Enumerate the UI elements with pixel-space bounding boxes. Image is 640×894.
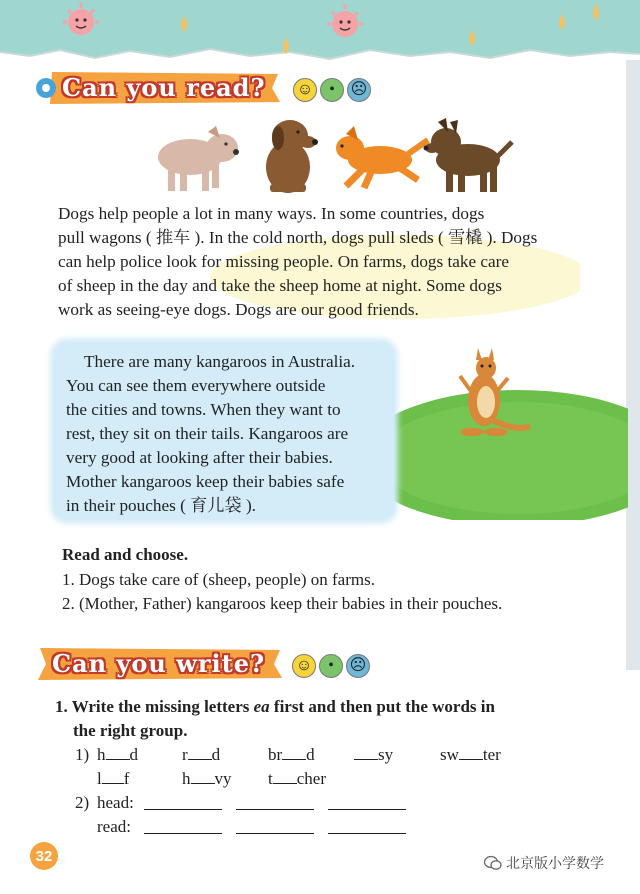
word-fill-item[interactable]: h vy xyxy=(182,769,232,788)
write-section-banner xyxy=(34,644,284,684)
instruction-emphasis: ea xyxy=(253,697,270,716)
page-number: 32 xyxy=(30,842,58,870)
answer-line[interactable] xyxy=(144,809,222,810)
kangaroo-illustration xyxy=(368,340,628,520)
write-instruction-cont: the right group. xyxy=(73,721,188,740)
choose-question-1[interactable]: 1. Dogs take care of (sheep, people) on farms. xyxy=(62,570,375,589)
happy-face-icon[interactable]: ☺ xyxy=(292,654,316,678)
answer-line[interactable] xyxy=(328,833,406,834)
text-line: in their pouches ( 育儿袋 ). xyxy=(66,496,256,515)
row-label: 2) xyxy=(75,793,90,812)
row-label: 1) xyxy=(75,745,90,764)
text-line: work as seeing-eye dogs. Dogs are our good friends. xyxy=(58,300,419,319)
page-edge-strip xyxy=(626,60,640,670)
write-heading: Can you write? xyxy=(52,649,266,678)
raindrop-icon xyxy=(178,16,190,32)
answer-line[interactable] xyxy=(144,833,222,834)
text-line: can help police look for missing people. On farms, dogs take care xyxy=(58,252,510,271)
kangaroo-paragraph xyxy=(66,350,388,518)
group-label-head: head: xyxy=(97,793,134,812)
sun-icon xyxy=(322,2,368,44)
rating-faces[interactable] xyxy=(292,654,370,678)
text-line: Mother kangaroos keep their babies safe xyxy=(66,472,345,491)
choose-question-2[interactable]: 2. (Mother, Father) kangaroos keep their babies in their pouches. xyxy=(62,594,503,613)
neutral-face-icon[interactable]: • xyxy=(319,654,343,678)
word-fill-item[interactable]: br d xyxy=(268,745,315,764)
answer-line[interactable] xyxy=(236,833,314,834)
raindrop-icon xyxy=(466,30,478,46)
watermark xyxy=(484,853,604,873)
answer-line[interactable] xyxy=(236,809,314,810)
text-line: Dogs help people a lot in many ways. In some countries, dogs xyxy=(58,204,485,223)
raindrop-icon xyxy=(590,4,602,20)
watermark-text: 北京版小学数学 xyxy=(506,856,604,872)
text-line: rest, they sit on their tails. Kangaroos are xyxy=(66,424,349,443)
dog-brown xyxy=(266,120,318,193)
sun-icon xyxy=(58,2,104,40)
word-fill-item[interactable]: r d xyxy=(182,745,221,764)
raindrop-icon xyxy=(556,14,568,30)
dogs-illustration xyxy=(150,112,520,200)
neutral-face-icon[interactable]: • xyxy=(320,78,344,102)
happy-face-icon[interactable]: ☺ xyxy=(293,78,317,102)
text-line: pull wagons ( 推车 ). In the cold north, dogs pull sleds ( 雪橇 ). Dogs xyxy=(58,228,538,247)
dogs-paragraph xyxy=(58,202,578,322)
answer-line[interactable] xyxy=(328,809,406,810)
read-heading: Can you read? xyxy=(62,73,266,102)
text-line: of sheep in the day and take the sheep home at night. Some dogs xyxy=(58,276,502,295)
wechat-icon xyxy=(484,855,502,871)
word-fill-item[interactable]: h d xyxy=(97,745,138,764)
text-line: very good at looking after their babies. xyxy=(66,448,333,467)
word-fill-item[interactable]: t cher xyxy=(268,769,326,788)
raindrop-icon xyxy=(280,38,292,54)
write-instruction: 1. Write the missing letters ea first and then put the words in xyxy=(55,697,495,716)
dog-beige xyxy=(158,126,239,191)
read-choose-title: Read and choose. xyxy=(62,545,189,564)
dog-orange xyxy=(336,126,428,188)
text-line: You can see them everywhere outside xyxy=(66,376,326,395)
text-line: There are many kangaroos in Australia. xyxy=(84,352,356,371)
word-fill-item[interactable]: sw ter xyxy=(440,745,501,764)
word-fill-item[interactable]: sy xyxy=(354,745,393,765)
word-fill-item[interactable]: l f xyxy=(97,769,130,788)
group-label-read: read: xyxy=(97,817,131,836)
text-line: the cities and towns. When they want to xyxy=(66,400,341,419)
sad-face-icon[interactable]: ☹ xyxy=(346,654,370,678)
sad-face-icon[interactable]: ☹ xyxy=(347,78,371,102)
rating-faces[interactable] xyxy=(293,78,371,102)
read-section-banner xyxy=(34,68,284,108)
dog-dark xyxy=(424,118,513,192)
